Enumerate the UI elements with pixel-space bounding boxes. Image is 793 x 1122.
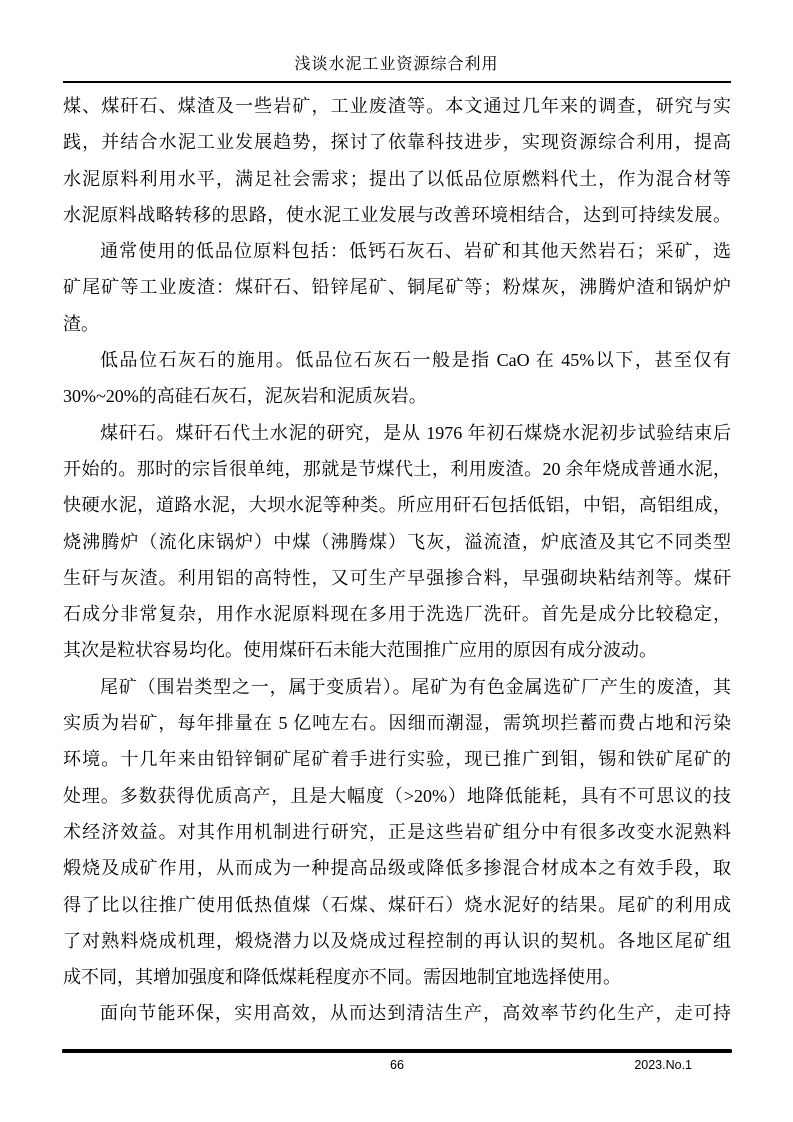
- page-number: 66: [390, 1058, 404, 1072]
- text-line: 30%~20%的高硅石灰石，泥灰岩和泥质灰岩。: [63, 386, 427, 407]
- text-line: 快硬水泥，道路水泥，大坝水泥等种类。所应用矸石包括低铝，中铝，高铝组成，: [63, 495, 731, 516]
- text-line: 煤矸石。煤矸石代土水泥的研究，是从 1976 年初石煤烧水泥初步试验结束后: [100, 422, 731, 443]
- text-line: 矿尾矿等工业废渣：煤矸石、铅锌尾矿、铜尾矿等；粉煤灰，沸腾炉渣和锅炉炉: [63, 277, 731, 298]
- text-line: 渣。: [63, 313, 99, 334]
- text-line: 成不同，其增加强度和降低煤耗程度亦不同。需因地制宜地选择使用。: [63, 967, 621, 988]
- text-line: 生矸与灰渣。利用铝的高特性，又可生产早强掺合料，早强砌块粘结剂等。煤矸: [63, 567, 731, 588]
- text-line: 尾矿（围岩类型之一，属于变质岩）。尾矿为有色金属选矿厂产生的废渣，其: [100, 676, 731, 697]
- text-line: 实质为岩矿，每年排量在 5 亿吨左右。因细而潮湿，需筑坝拦蓄而费占地和污染: [63, 713, 731, 734]
- footer-rule: [62, 1049, 732, 1053]
- page-header: [0, 0, 793, 83]
- text-line: 烧沸腾炉（流化床锅炉）中煤（沸腾煤）飞灰，溢流渣，炉底渣及其它不同类型: [63, 531, 731, 552]
- text-line: 石成分非常复杂，用作水泥原料现在多用于洗选厂洗矸。首先是成分比较稳定，: [63, 604, 731, 625]
- text-line: 环境。十几年来由铅锌铜矿尾矿着手进行实验，现已推广到钼，锡和铁矿尾矿的: [63, 749, 731, 770]
- text-line: 开始的。那时的宗旨很单纯，那就是节煤代土，利用废渣。20 余年烧成普通水泥，: [63, 458, 731, 479]
- text-line: 得了比以往推广使用低热值煤（石煤、煤矸石）烧水泥好的结果。尾矿的利用成: [63, 894, 731, 915]
- page-title: 浅谈水泥工业资源综合利用: [294, 56, 499, 73]
- text-line: 术经济效益。对其作用机制进行研究，正是这些岩矿组分中有很多改变水泥熟料: [63, 821, 731, 842]
- text-line: 处理。多数获得优质高产，且是大幅度（>20%）地降低能耗，具有不可思议的技: [63, 785, 731, 806]
- header-rule: [63, 81, 731, 83]
- text-line: 其次是粒状容易均化。使用煤矸石未能大范围推广应用的原因有成分波动。: [63, 640, 657, 661]
- text-line: 煅烧及成矿作用，从而成为一种提高品级或降低多掺混合材成本之有效手段，取: [63, 858, 731, 879]
- text-line: 水泥原料利用水平，满足社会需求；提出了以低品位原燃料代土，作为混合材等: [63, 168, 731, 189]
- document-body: [63, 88, 731, 1032]
- text-line: 水泥原料战略转移的思路，使水泥工业发展与改善环境相结合，达到可持续发展。: [63, 204, 731, 225]
- text-line: 煤、煤矸石、煤渣及一些岩矿，工业废渣等。本文通过几年来的调查，研究与实: [63, 96, 731, 116]
- text-line: 了对熟料烧成机理，煅烧潜力以及烧成过程控制的再认识的契机。各地区尾矿组: [63, 930, 731, 951]
- text-line: 践，并结合水泥工业发展趋势，探讨了依靠科技进步，实现资源综合利用，提高: [63, 132, 731, 153]
- issue-label: 2023.No.1: [634, 1058, 692, 1072]
- footer-row: [62, 1057, 732, 1073]
- text-line: 低品位石灰石的施用。低品位石灰石一般是指 CaO 在 45%以下，甚至仅有: [100, 350, 731, 371]
- text-line: 通常使用的低品位原料包括：低钙石灰石、岩矿和其他天然岩石；采矿，选: [100, 241, 731, 262]
- text-line: 面向节能环保，实用高效，从而达到清洁生产，高效率节约化生产，走可持: [100, 1003, 731, 1024]
- page-footer: [62, 1049, 732, 1073]
